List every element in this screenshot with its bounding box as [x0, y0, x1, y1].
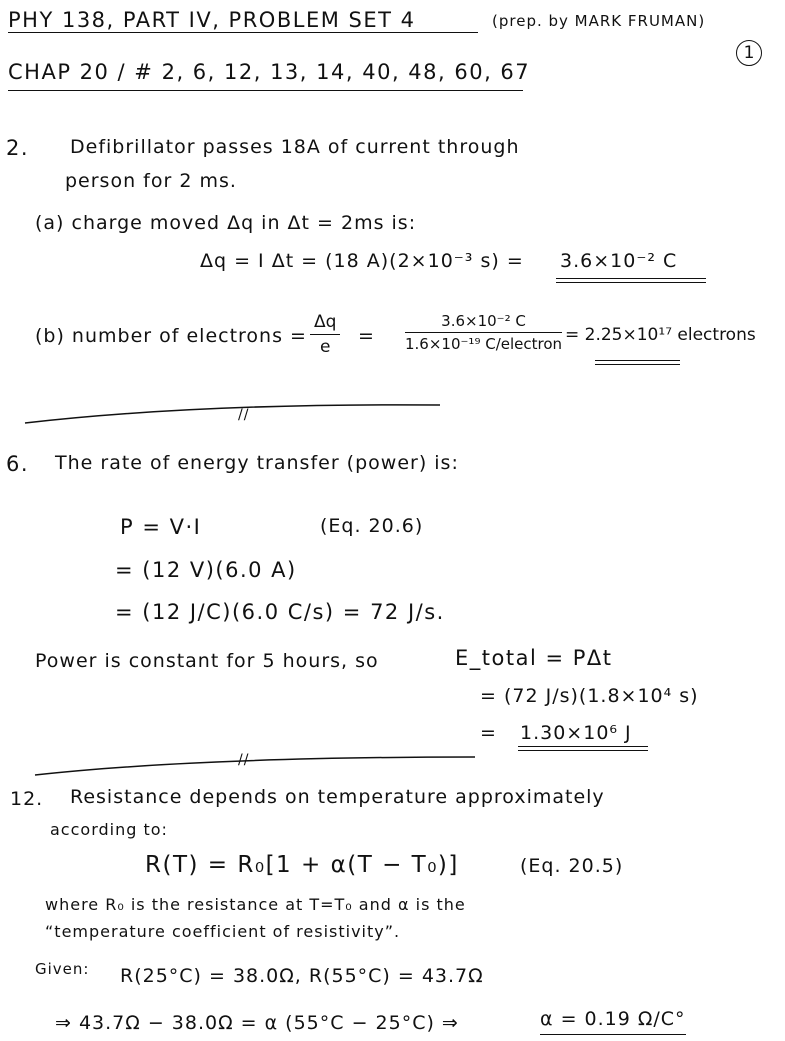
- double-underline: [595, 360, 680, 365]
- prepared-by: (prep. by MARK FRUMAN): [492, 12, 706, 30]
- problem-statement: according to:: [50, 820, 168, 839]
- definition-text: where R₀ is the resistance at T=T₀ and α is the: [45, 895, 466, 914]
- problem-number: 12.: [10, 788, 44, 810]
- problem-number: 6.: [6, 452, 30, 476]
- equals-sign: =: [358, 325, 375, 347]
- fraction-dq-over-e: [310, 312, 340, 357]
- resistance-formula: R(T) = R₀[1 + α(T − T₀)]: [145, 852, 459, 878]
- equation-reference: (Eq. 20.5): [520, 855, 624, 877]
- part-b-text: (b) number of electrons =: [35, 325, 307, 347]
- part-a-text: (a) charge moved Δq in Δt = 2ms is:: [35, 212, 417, 234]
- part-a-equation: Δq = I Δt = (18 A)(2×10⁻³ s) =: [200, 250, 524, 272]
- power-equation: P = V·I: [120, 515, 202, 539]
- section-divider: [0, 395, 785, 435]
- double-underline: [556, 278, 706, 283]
- energy-equation: E_total = PΔt: [455, 646, 613, 670]
- divider-mark: //: [238, 752, 250, 768]
- section-divider: [0, 745, 785, 785]
- part-b-result: = 2.25×10¹⁷ electrons: [565, 325, 756, 345]
- numerator: Δq: [310, 312, 340, 335]
- equals-sign: =: [480, 722, 497, 744]
- energy-step: = (72 J/s)(1.8×10⁴ s): [480, 685, 699, 707]
- power-step: = (12 J/C)(6.0 C/s) = 72 J/s.: [115, 600, 445, 624]
- numerator: 3.6×10⁻² C: [405, 312, 562, 333]
- problem-statement: Defibrillator passes 18A of current through: [70, 136, 520, 158]
- energy-result: 1.30×10⁶ J: [520, 722, 632, 744]
- energy-text: Power is constant for 5 hours, so: [35, 650, 379, 672]
- part-a-result: 3.6×10⁻² C: [560, 250, 678, 272]
- given-values: R(25°C) = 38.0Ω, R(55°C) = 43.7Ω: [120, 965, 484, 987]
- problem-statement: The rate of energy transfer (power) is:: [55, 452, 459, 474]
- fraction-charge: [405, 312, 562, 353]
- equation-reference: (Eq. 20.6): [320, 515, 424, 537]
- alpha-result: α = 0.19 Ω/C°: [540, 1008, 686, 1035]
- problem-number: 2.: [6, 136, 30, 160]
- power-step: = (12 V)(6.0 A): [115, 558, 297, 582]
- derivation: ⇒ 43.7Ω − 38.0Ω = α (55°C − 25°C) ⇒: [55, 1012, 459, 1034]
- denominator: 1.6×10⁻¹⁹ C/electron: [405, 335, 563, 353]
- denominator: e: [319, 337, 331, 357]
- problem-statement: Resistance depends on temperature approximately: [70, 786, 605, 808]
- divider-mark: //: [238, 407, 250, 423]
- doc-title: PHY 138, PART IV, PROBLEM SET 4: [8, 8, 478, 33]
- given-label: Given:: [35, 960, 90, 978]
- chapter-line: CHAP 20 / # 2, 6, 12, 13, 14, 40, 48, 60, 67: [8, 60, 523, 91]
- definition-text: “temperature coefficient of resistivity”.: [45, 922, 401, 941]
- page-number: 1: [736, 40, 762, 66]
- problem-statement: person for 2 ms.: [65, 170, 237, 192]
